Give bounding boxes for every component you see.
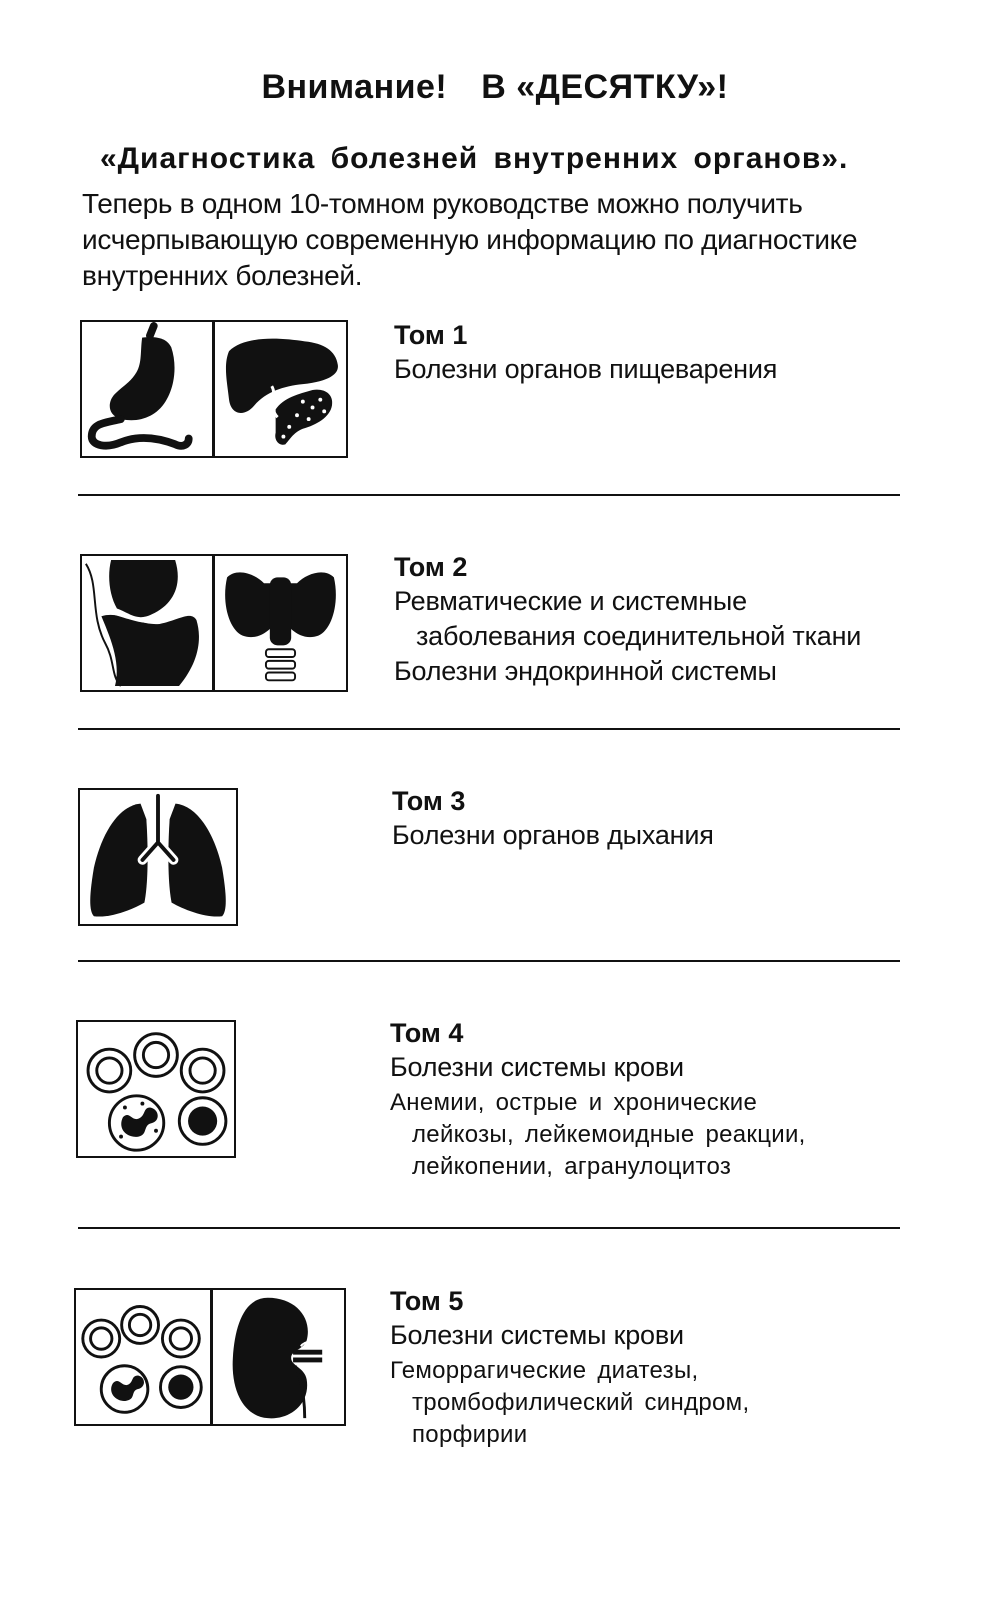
volume-3-illustrations [78, 788, 238, 926]
attention-text: Внимание! [261, 68, 448, 106]
joint-icon [80, 554, 214, 692]
volume-2-illustrations [80, 554, 348, 692]
intro-paragraph: Теперь в одном 10-томном руководстве можно получить исчерпывающую современную информацию по диагностике внутренних болезней. [82, 188, 858, 291]
series-title: В «ДЕСЯТКУ»! [481, 68, 729, 106]
volume-2-line-3: Болезни эндокринной системы [394, 656, 777, 686]
blood-cells-icon [74, 1288, 212, 1426]
volume-5-note-2: тромбофилический синдром, [412, 1389, 750, 1416]
stomach-icon [80, 320, 214, 458]
volume-1-name: Том 1 [394, 320, 468, 350]
divider-2 [78, 728, 900, 730]
volume-4-name: Том 4 [390, 1018, 464, 1048]
volume-5-note-3: порфирии [412, 1421, 528, 1448]
volume-5-line-1: Болезни системы крови [390, 1320, 684, 1350]
divider-4 [78, 1227, 900, 1229]
volume-3-text [392, 784, 952, 853]
volume-4-text [390, 1016, 950, 1183]
volume-1-text [394, 318, 954, 387]
volume-4-note-1: Анемии, острые и хронические [390, 1089, 758, 1116]
blood-cells-icon [76, 1020, 236, 1158]
volume-1-illustrations [80, 320, 348, 458]
lungs-icon [78, 788, 238, 926]
liver-pancreas-icon [214, 320, 348, 458]
volume-3-name: Том 3 [392, 786, 466, 816]
volume-5-name: Том 5 [390, 1286, 464, 1316]
kidney-icon [212, 1288, 346, 1426]
page-title [0, 68, 990, 107]
volume-2-name: Том 2 [394, 552, 468, 582]
volume-5-illustrations [74, 1288, 346, 1426]
series-subtitle: «Диагностика болезней внутренних органов». [100, 142, 849, 175]
volume-4-illustrations [76, 1020, 236, 1158]
volume-2-line-2: заболевания соединительной ткани [416, 621, 862, 651]
divider-1 [78, 494, 900, 496]
volume-5-text [390, 1284, 950, 1451]
volume-3-line-1: Болезни органов дыхания [392, 820, 714, 850]
volume-5-note-1: Геморрагические диатезы, [390, 1357, 699, 1384]
volume-1-line-1: Болезни органов пищеварения [394, 354, 778, 384]
volume-2-line-1: Ревматические и системные [394, 586, 747, 616]
divider-3 [78, 960, 900, 962]
volume-4-note-3: лейкопении, агранулоцитоз [412, 1153, 732, 1180]
thyroid-icon [214, 554, 348, 692]
volume-4-note-2: лейкозы, лейкемоидные реакции, [412, 1121, 806, 1148]
volume-4-line-1: Болезни системы крови [390, 1052, 684, 1082]
volume-2-text [394, 550, 954, 689]
